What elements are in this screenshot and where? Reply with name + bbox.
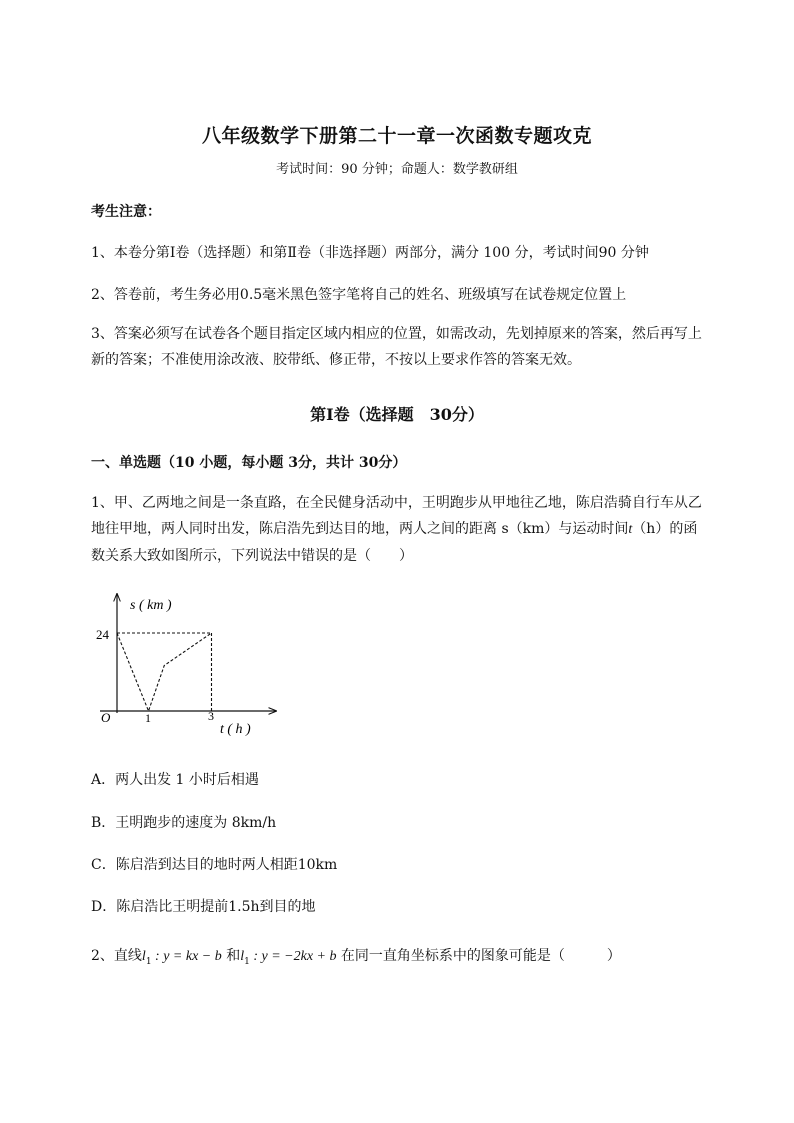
- x-tick-1: 1: [145, 711, 151, 725]
- l1-subscript: 1: [145, 956, 152, 967]
- q2-and: 和: [221, 948, 241, 964]
- part-heading: 一、单选题（10 小题，每小题 3分，共计 30分）: [91, 455, 407, 471]
- notice-item-3: 3、答案必须写在试卷各个题目指定区域内相应的位置，如需改动，先划掉原来的答案，然后再写上新的答案；不准使用涂改液、胶带纸、修正带，不按以上要求作答的答案无效。: [91, 326, 702, 368]
- l1-label: l: [141, 949, 146, 964]
- question-1-stem: [91, 490, 706, 569]
- distance-time-graph: [90, 590, 280, 745]
- page-title: 八年级数学下册第二十一章一次函数专题攻克: [201, 125, 592, 147]
- option-b[interactable]: B．王明跑步的速度为 8km/h: [91, 815, 277, 831]
- l2-equation: : y = −2kx + b: [249, 949, 337, 964]
- distance-series-line: [117, 633, 212, 711]
- section-title: 第Ⅰ卷（选择题 30分）: [310, 405, 484, 424]
- notice-item-2: 2、答卷前，考生务必用0.5毫米黑色签字笔将自己的姓名、班级填写在试卷规定位置上: [91, 287, 627, 303]
- l2-subscript: 1: [244, 956, 250, 967]
- q2-suffix: 在同一直角坐标系中的图象可能是（ ）: [336, 948, 621, 964]
- notice-heading: 考生注意：: [91, 204, 161, 220]
- question-2-stem: [91, 945, 621, 967]
- question-1-stem-text-end: （h）的函数关系大致如图所示，下列说法中错误的是（ ）: [91, 521, 698, 564]
- y-axis-label: s ( km ): [130, 598, 172, 613]
- notice-item-1: 1、本卷分第Ⅰ卷（选择题）和第Ⅱ卷（非选择题）两部分，满分 100 分，考试时间90 分钟: [91, 245, 649, 261]
- y-tick-24: 24: [96, 627, 109, 642]
- option-d[interactable]: D．陈启浩比王明提前1.5h到目的地: [91, 899, 316, 915]
- x-tick-3: 3: [208, 709, 214, 723]
- q2-prefix: 2、直线: [91, 948, 142, 964]
- l2-label: l: [240, 949, 245, 964]
- origin-label: O: [101, 710, 111, 725]
- option-a[interactable]: A．两人出发 1 小时后相遇: [91, 772, 259, 788]
- l1-equation: : y = kx − b: [151, 949, 222, 964]
- question-1-stem-text: 1、甲、乙两地之间是一条直路，在全民健身活动中，王明跑步从甲地往乙地，陈启浩骑自行车从乙地往甲地，两人同时出发，陈启浩先到达目的地，两人之间的距离 s（km）与运动时间: [91, 495, 702, 537]
- x-axis-label: t ( h ): [220, 722, 251, 737]
- t-variable: t: [628, 522, 633, 537]
- exam-info: 考试时间：90 分钟；命题人：数学教研组: [276, 162, 518, 177]
- option-c[interactable]: C．陈启浩到达目的地时两人相距10km: [91, 857, 338, 873]
